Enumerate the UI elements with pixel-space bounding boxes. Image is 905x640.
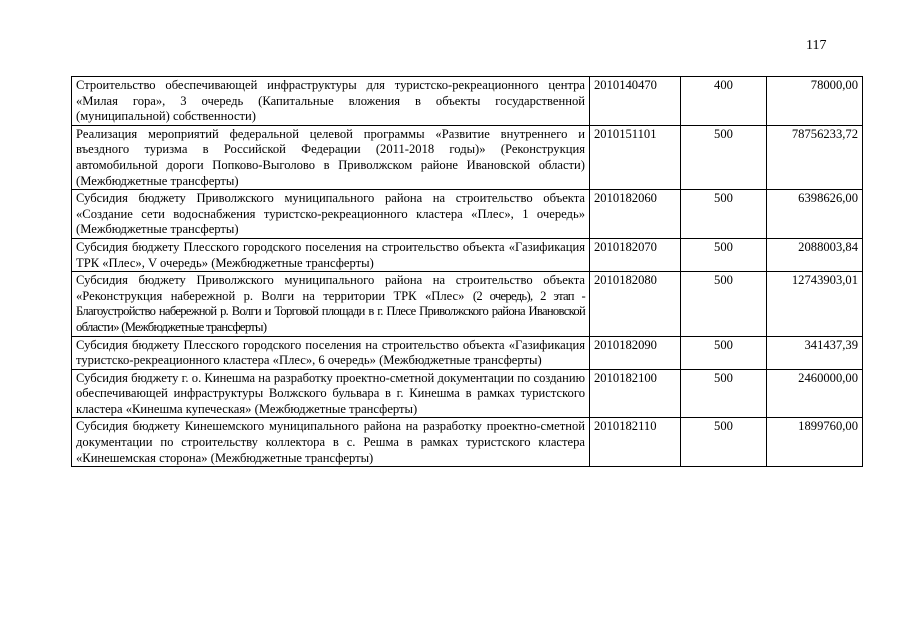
row-target-code: 2010151101 [590,125,681,189]
row-target-code: 2010182070 [590,238,681,271]
budget-table [71,76,863,467]
row-amount: 2088003,84 [767,238,863,271]
row-description-main: Субсидия бюджету Приволжского муниципального района на строительство объекта «Реконструкция набережной р. Волги на территории ТРК «Плес» [76,273,585,303]
row-amount: 78756233,72 [767,125,863,189]
page-number: 117 [806,38,827,53]
row-description: Субсидия бюджету г. о. Кинешма на разработку проектно-сметной документации по созданию обеспечивающей инфраструктуры Волжского бульвара в г. Кинешма в рамках туристского кластера «Кинешма купеческая» (Межбюджетные трансферты) [72,369,590,418]
row-expense-type: 500 [681,190,767,239]
row-expense-type: 500 [681,272,767,336]
row-amount: 1899760,00 [767,418,863,467]
row-target-code: 2010182060 [590,190,681,239]
table-row [72,77,863,126]
row-target-code: 2010182110 [590,418,681,467]
row-description: Субсидия бюджету Плесского городского поселения на строительство объекта «Газификация туристско-рекреационного кластера «Плес», 6 очередь» (Межбюджетные трансферты) [72,336,590,369]
table-row [72,418,863,467]
row-expense-type: 500 [681,125,767,189]
row-amount: 2460000,00 [767,369,863,418]
row-amount: 341437,39 [767,336,863,369]
table-row [72,336,863,369]
row-expense-type: 500 [681,418,767,467]
row-target-code: 2010140470 [590,77,681,126]
row-expense-type: 500 [681,336,767,369]
row-amount: 6398626,00 [767,190,863,239]
row-amount: 12743903,01 [767,272,863,336]
table-row [72,272,863,336]
row-amount: 78000,00 [767,77,863,126]
row-description: Строительство обеспечивающей инфраструктуры для туристско-рекреационного центра «Милая гора», 3 очередь (Капитальные вложения в объекты государственной (муниципальной) собственности) [72,77,590,126]
table-row [72,190,863,239]
row-description: Субсидия бюджету Кинешемского муниципального района на разработку проектно-сметной документации по строительству коллектора в с. Решма в рамках туристского кластера «Кинешемская сторона» (Межбюджетные трансферты) [72,418,590,467]
table-row [72,125,863,189]
row-target-code: 2010182080 [590,272,681,336]
row-expense-type: 400 [681,77,767,126]
row-target-code: 2010182100 [590,369,681,418]
table-row [72,238,863,271]
table-row [72,369,863,418]
row-expense-type: 500 [681,369,767,418]
row-expense-type: 500 [681,238,767,271]
row-description [72,272,590,336]
row-description-tail: (2 очередь), 2 этап - Благоустройство набережной р. Волги и Торговой площади в г. Плесе Приволжского района Ивановской области» (Межбюджетные трансферты) [76,288,585,334]
row-description: Субсидия бюджету Плесского городского поселения на строительство объекта «Газификация ТРК «Плес», V очередь» (Межбюджетные трансферты) [72,238,590,271]
row-target-code: 2010182090 [590,336,681,369]
row-description: Реализация мероприятий федеральной целевой программы «Развитие внутреннего и въездного туризма в Российской Федерации (2011-2018 годы)» (Реконструкция автомобильной дороги Попково-Выголово в Приволжском районе Ивановской области) (Межбюджетные трансферты) [72,125,590,189]
row-description: Субсидия бюджету Приволжского муниципального района на строительство объекта «Создание сети водоснабжения туристско-рекреационного кластера «Плес», 1 очередь» (Межбюджетные трансферты) [72,190,590,239]
